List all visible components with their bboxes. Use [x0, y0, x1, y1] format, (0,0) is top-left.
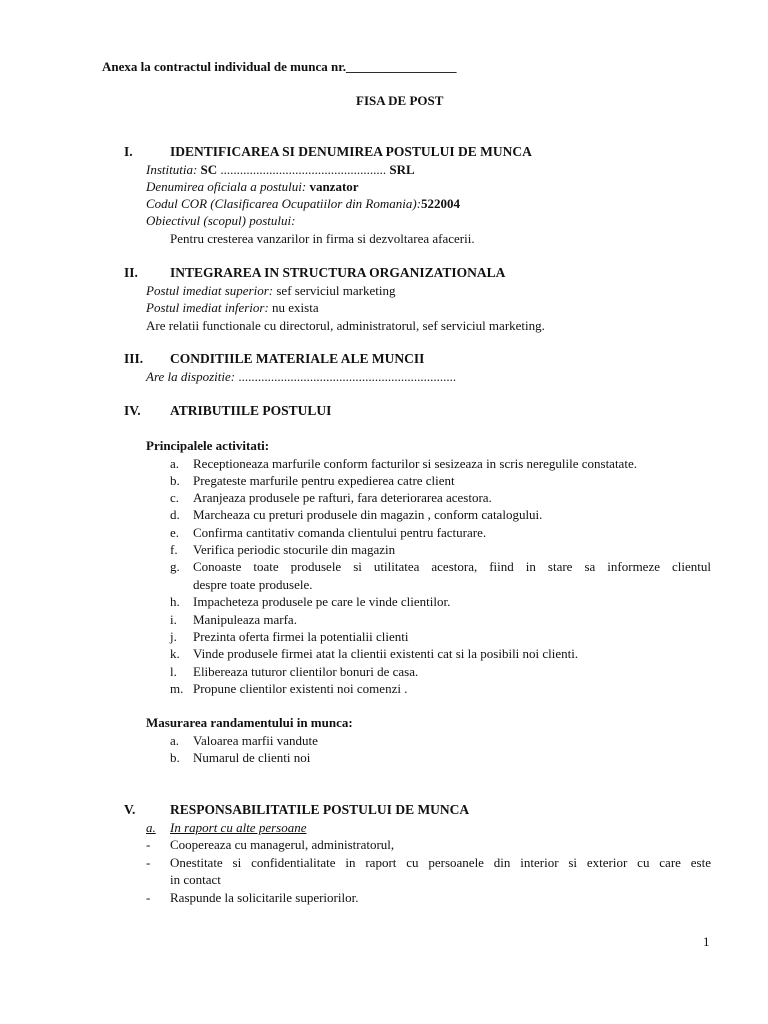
subsection-title: In raport cu alte persoane: [170, 820, 307, 835]
activity-letter: k.: [170, 646, 180, 661]
disposal-label: Are la dispozitie:: [146, 369, 236, 384]
section-1-numeral: I.: [124, 144, 133, 159]
activity-text: Impacheteza produsele pe care le vinde clientilor.: [193, 594, 451, 609]
activity-text: Vinde produsele firmei atat la clientii existenti cat si la posibili noi clienti.: [193, 646, 579, 661]
cor-value: 522004: [421, 196, 461, 211]
activity-letter: j.: [170, 629, 177, 644]
activity-text: Conoaste toate produsele si utilitatea acestora, fiind in stare sa informeze clientul: [193, 559, 711, 574]
institution-label: Institutia:: [146, 162, 198, 177]
annex-header: [102, 59, 457, 75]
activity-text-continued: despre toate produsele.: [193, 577, 313, 592]
relations-text: Are relatii functionale cu directorul, administratorul, sef serviciul marketing.: [146, 318, 545, 333]
activity-letter: g.: [170, 559, 180, 574]
activity-letter: c.: [170, 490, 180, 505]
performance-heading: Masurarea randamentului in munca:: [146, 715, 353, 730]
activity-text: Propune clientilor existenti noi comenzi .: [193, 681, 408, 696]
responsibility-dash: -: [146, 855, 151, 870]
inferior-label: Postul imediat inferior:: [146, 300, 269, 315]
responsibility-text: Onestitate si confidentialitate in raport cu persoanele din interior si exterior cu care este: [170, 855, 711, 870]
superior-label: Postul imediat superior:: [146, 283, 274, 298]
section-3-title: CONDITIILE MATERIALE ALE MUNCII: [170, 351, 425, 366]
superior-line: [146, 283, 396, 299]
activity-text: Confirma cantitativ comanda clientului pentru facturare.: [193, 525, 487, 540]
institution-line: [146, 162, 415, 178]
activities-heading: Principalele activitati:: [146, 438, 270, 453]
section-2-numeral: II.: [124, 265, 138, 280]
cor-line: [146, 196, 460, 212]
subsection-letter: a.: [146, 820, 156, 835]
activity-text: Prezinta oferta firmei la potentialii clienti: [193, 629, 409, 644]
objective-label: Obiectivul (scopul) postului:: [146, 213, 296, 228]
activity-text: Aranjeaza produsele pe rafturi, fara deteriorarea acestora.: [193, 490, 492, 505]
job-name-line: [146, 179, 359, 195]
activity-letter: h.: [170, 594, 180, 609]
job-name-label: Denumirea oficiala a postului:: [146, 179, 307, 194]
activity-text: Verifica periodic stocurile din magazin: [193, 542, 396, 557]
responsibility-dash: -: [146, 890, 151, 905]
superior-value: sef serviciul marketing: [276, 283, 396, 298]
objective-value: Pentru cresterea vanzarilor in firma si dezvoltarea afacerii.: [170, 231, 475, 246]
disposal-line: [146, 369, 456, 385]
section-5-title: RESPONSABILITATILE POSTULUI DE MUNCA: [170, 802, 470, 817]
activity-letter: f.: [170, 542, 178, 557]
section-2-title: INTEGRAREA IN STRUCTURA ORGANIZATIONALA: [170, 265, 506, 280]
annex-label: Anexa la contractul individual de munca nr.: [102, 59, 347, 74]
page-number: 1: [703, 934, 710, 949]
performance-text: Numarul de clienti noi: [193, 750, 311, 765]
section-5-numeral: V.: [124, 802, 136, 817]
activity-letter: i.: [170, 612, 177, 627]
performance-letter: b.: [170, 750, 180, 765]
activity-letter: m.: [170, 681, 184, 696]
activity-text: Elibereaza tuturor clientilor bonuri de casa.: [193, 664, 419, 679]
performance-letter: a.: [170, 733, 180, 748]
performance-text: Valoarea marfii vandute: [193, 733, 318, 748]
section-3-numeral: III.: [124, 351, 144, 366]
responsibility-dash: -: [146, 837, 151, 852]
institution-prefix: SC: [200, 162, 218, 177]
disposal-dots: ...................................................................: [238, 369, 457, 384]
annex-number-blank: _________________: [346, 59, 457, 74]
activity-letter: a.: [170, 456, 180, 471]
job-name-value: vanzator: [309, 179, 359, 194]
activity-letter: l.: [170, 664, 177, 679]
activity-letter: e.: [170, 525, 180, 540]
inferior-line: [146, 300, 319, 316]
institution-suffix: SRL: [389, 162, 415, 177]
cor-label: Codul COR (Clasificarea Ocupatiilor din Romania):: [146, 196, 422, 211]
activity-text: Manipuleaza marfa.: [193, 612, 297, 627]
activity-text: Receptioneaza marfurile conform facturilor si sesizeaza in scris neregulile constatate.: [193, 456, 637, 471]
activity-text: Pregateste marfurile pentru expedierea catre client: [193, 473, 455, 488]
institution-dots: ...................................................: [220, 162, 387, 177]
activity-letter: d.: [170, 507, 180, 522]
section-1-title: IDENTIFICAREA SI DENUMIREA POSTULUI DE MUNCA: [170, 144, 532, 159]
section-4-title: ATRIBUTIILE POSTULUI: [170, 403, 332, 418]
page-title: FISA DE POST: [356, 93, 444, 108]
activity-letter: b.: [170, 473, 180, 488]
responsibility-text: Raspunde la solicitarile superiorilor.: [170, 890, 359, 905]
inferior-value: nu exista: [272, 300, 319, 315]
activity-text: Marcheaza cu preturi produsele din magazin , conform catalogului.: [193, 507, 543, 522]
responsibility-text-continued: in contact: [170, 872, 221, 887]
section-4-numeral: IV.: [124, 403, 141, 418]
responsibility-text: Coopereaza cu managerul, administratorul,: [170, 837, 395, 852]
